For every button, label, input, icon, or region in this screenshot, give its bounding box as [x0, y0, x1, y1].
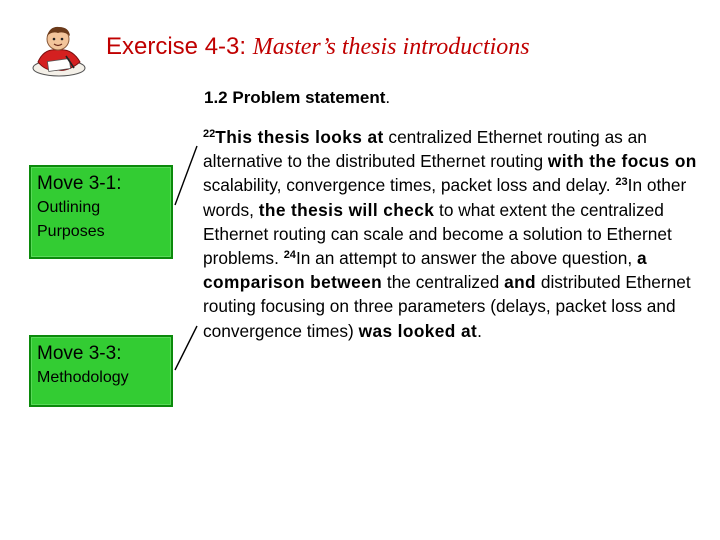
move-description: Outlining [37, 199, 101, 216]
move-description: Methodology [37, 369, 129, 386]
title-topic: Master’s thesis introductions [252, 34, 530, 60]
problem-statement-paragraph: $^{22}$This thesis looks at centralized Ethernet routing as an alternative to the distributed Ethernet routing with the focus on scalability, convergence times, packet loss and delay. $^{23}$In other words, the thesis will check to what extent the centralized Ethernet routing can scale and become a solution to Ethernet problems. $^{24}$In an attempt to answer the above question, a comparison between the centralized and distributed Ethernet routing focusing on three parameters (delays, packet loss and convergence times) was looked at. [203, 127, 697, 341]
move-signal-phrase: This thesis looks at [215, 127, 384, 147]
move-signal-phrase: the thesis will check [258, 199, 435, 220]
move-signal-phrase: with the focus on [547, 151, 697, 172]
sentence-number: 23 [615, 176, 628, 189]
move-signal-phrase: a comparison between [203, 248, 647, 293]
sentence-number: 24 [283, 249, 296, 262]
move-description: Purposes [37, 223, 105, 240]
sentence-number: 22 [203, 128, 216, 140]
connector-line-move-3-3 [175, 326, 197, 370]
move-signal-phrase: was looked at [358, 320, 478, 341]
move-signal-phrase: and [504, 272, 537, 293]
move-title: Move 3-1: [37, 173, 122, 194]
connector-line-move-3-1 [175, 146, 197, 205]
move-title: Move 3-3: [37, 343, 122, 364]
section-heading: 1.2 Problem statement. [204, 88, 391, 107]
title-exercise-number: Exercise 4-3: [106, 33, 247, 60]
